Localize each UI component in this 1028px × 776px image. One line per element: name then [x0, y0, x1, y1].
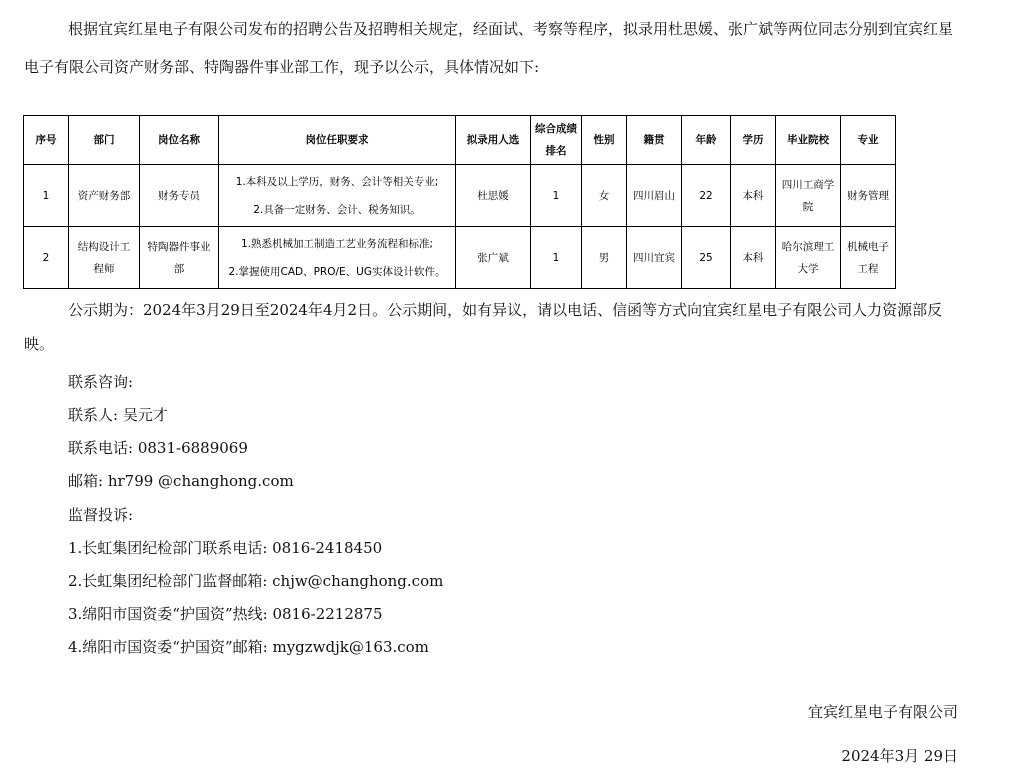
cell-edu: 本科	[731, 165, 776, 227]
header-edu: 学历	[731, 116, 776, 165]
header-position: 岗位名称	[140, 116, 219, 165]
cell-school: 四川工商学院	[776, 165, 841, 227]
cell-major: 财务管理	[841, 165, 896, 227]
requirement-line: 2.具备一定财务、会计、税务知识。	[253, 203, 421, 216]
cell-dept: 结构设计工程师	[69, 227, 140, 289]
intro-text: 根据宜宾红星电子有限公司发布的招聘公告及招聘相关规定，经面试、考察等程序，拟录用杜思媛、张广斌等两位同志分别到宜宾红星电子有限公司资产财务部、特陶器件事业部工作，现予以公示，具体情况如下:	[24, 20, 954, 76]
cell-age: 25	[682, 227, 731, 289]
requirement-line: 1.熟悉机械加工制造工艺业务流程和标准;	[240, 237, 434, 250]
table-row	[24, 165, 896, 227]
header-rank: 综合成绩排名	[531, 116, 582, 165]
header-dept: 部门	[69, 116, 140, 165]
supervision-heading: 监督投诉:	[68, 506, 134, 524]
cell-origin: 四川眉山	[627, 165, 682, 227]
cell-age: 22	[682, 165, 731, 227]
header-major: 专业	[841, 116, 896, 165]
notice-text: 公示期为：2024年3月29日至2024年4月2日。公示期间，如有异议，请以电话、信函等方式向宜宾红星电子有限公司人力资源部反映。	[24, 301, 943, 353]
cell-candidate: 张广斌	[456, 227, 531, 289]
supervision-item: 3.绵阳市国资委“护国资”热线: 0816-2212875	[68, 605, 383, 623]
cell-dept: 资产财务部	[69, 165, 140, 227]
cell-requirements	[219, 165, 456, 227]
cell-candidate: 杜思媛	[456, 165, 531, 227]
contact-phone: 联系电话: 0831-6889069	[68, 439, 248, 457]
notice-paragraph	[24, 293, 964, 361]
cell-edu: 本科	[731, 227, 776, 289]
header-origin: 籍贯	[627, 116, 682, 165]
cell-no: 2	[24, 227, 69, 289]
cell-requirements	[219, 227, 456, 289]
header-requirements: 岗位任职要求	[219, 116, 456, 165]
requirement-line: 2.掌握使用CAD、PRO/E、UG实体设计软件。	[228, 265, 446, 278]
cell-rank: 1	[531, 165, 582, 227]
contact-heading: 联系咨询:	[68, 373, 134, 391]
table-row	[24, 227, 896, 289]
header-no: 序号	[24, 116, 69, 165]
contact-person: 联系人: 吴元才	[68, 406, 168, 424]
cell-no: 1	[24, 165, 69, 227]
signature-date: 2024年3月 29日	[841, 747, 958, 765]
contact-email: 邮箱: hr799 @changhong.com	[68, 472, 294, 490]
header-age: 年龄	[682, 116, 731, 165]
cell-rank: 1	[531, 227, 582, 289]
cell-gender: 女	[582, 165, 627, 227]
cell-position: 特陶器件事业部	[140, 227, 219, 289]
supervision-item: 4.绵阳市国资委“护国资”邮箱: mygzwdjk@163.com	[68, 638, 429, 656]
signature-company: 宜宾红星电子有限公司	[807, 703, 958, 721]
supervision-item: 1.长虹集团纪检部门联系电话: 0816-2418450	[68, 539, 383, 557]
header-gender: 性别	[582, 116, 627, 165]
header-school: 毕业院校	[776, 116, 841, 165]
intro-paragraph	[24, 10, 964, 86]
cell-position: 财务专员	[140, 165, 219, 227]
cell-school: 哈尔滨理工大学	[776, 227, 841, 289]
cell-gender: 男	[582, 227, 627, 289]
table-header-row	[24, 116, 896, 165]
cell-origin: 四川宜宾	[627, 227, 682, 289]
requirement-line: 1.本科及以上学历，财务、会计等相关专业;	[235, 175, 439, 188]
candidate-table	[23, 115, 896, 289]
supervision-item: 2.长虹集团纪检部门监督邮箱: chjw@changhong.com	[68, 572, 444, 590]
header-candidate: 拟录用人选	[456, 116, 531, 165]
cell-major: 机械电子工程	[841, 227, 896, 289]
